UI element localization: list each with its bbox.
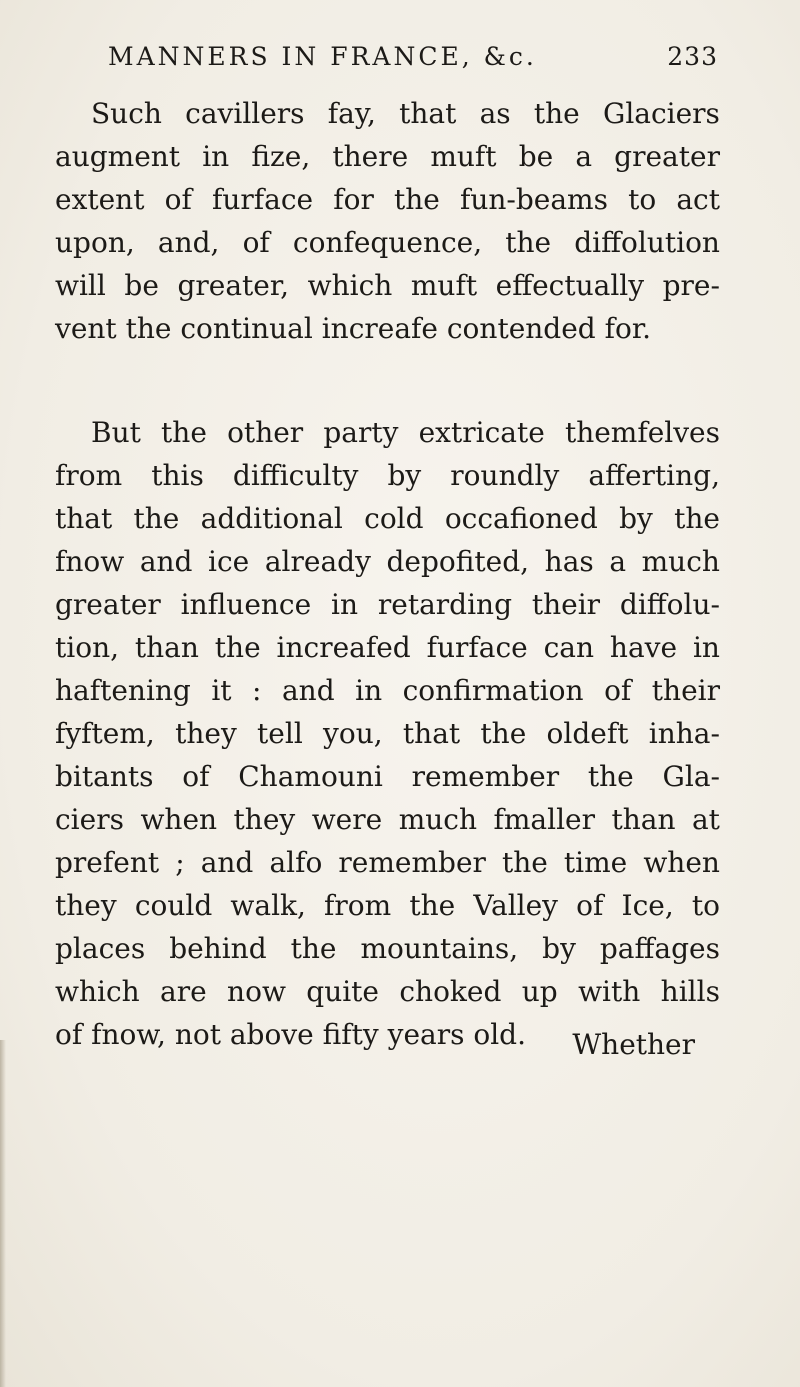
word: the xyxy=(290,932,337,965)
text-line xyxy=(55,264,720,307)
word: furface xyxy=(426,631,528,664)
word: cold xyxy=(364,502,424,535)
word: the xyxy=(533,97,580,130)
word: the xyxy=(587,760,634,793)
word: remember xyxy=(338,846,486,879)
word: furface xyxy=(211,183,314,216)
word: greater xyxy=(614,140,720,173)
word: from xyxy=(55,459,123,492)
word: and xyxy=(281,674,335,707)
word: diffolution xyxy=(574,226,720,259)
word: a xyxy=(575,140,593,173)
word: now xyxy=(227,975,286,1008)
text-line xyxy=(55,669,720,712)
word: the xyxy=(214,631,261,664)
word: effectually xyxy=(495,269,645,302)
body-text xyxy=(55,92,720,1056)
word: behind xyxy=(169,932,267,965)
text-line xyxy=(55,841,720,884)
text-line xyxy=(55,712,720,755)
word: the xyxy=(409,889,456,922)
word: alfo xyxy=(269,846,323,879)
word: difficulty xyxy=(232,459,359,492)
word: fay, xyxy=(327,97,376,130)
text-line xyxy=(55,583,720,626)
text-line xyxy=(55,970,720,1013)
word: of xyxy=(604,674,632,707)
page-header xyxy=(108,42,718,82)
word: quite xyxy=(306,975,379,1008)
word: were xyxy=(311,803,383,836)
word: act xyxy=(676,183,720,216)
word: hills xyxy=(660,975,720,1008)
word: retarding xyxy=(377,588,512,621)
word: haftening xyxy=(55,674,191,707)
word: that xyxy=(399,97,457,130)
word: there xyxy=(332,140,409,173)
word: and xyxy=(200,846,254,879)
word: at xyxy=(691,803,720,836)
word: the xyxy=(501,846,548,879)
line-text: of fnow, not above fifty years old. xyxy=(55,1018,527,1051)
word: when xyxy=(140,803,218,836)
paragraph-2 xyxy=(55,411,720,1056)
word: fize, xyxy=(251,140,311,173)
word: fmaller xyxy=(493,803,595,836)
word: confirmation xyxy=(402,674,584,707)
word: remember xyxy=(411,760,560,793)
word: prefent xyxy=(55,846,160,879)
word: that xyxy=(402,717,461,750)
text-line xyxy=(55,927,720,970)
word: in xyxy=(202,140,230,173)
text-line xyxy=(55,307,720,350)
word: and xyxy=(139,545,193,578)
word: roundly xyxy=(450,459,560,492)
word: tion, xyxy=(55,631,119,664)
word: their xyxy=(651,674,720,707)
word: upon, xyxy=(55,226,135,259)
text-line xyxy=(55,497,720,540)
word: Glaciers xyxy=(602,97,720,130)
word: mountains, xyxy=(360,932,519,965)
word: of xyxy=(576,889,604,922)
word: as xyxy=(479,97,511,130)
line-text: vent the continual increafe contended for. xyxy=(55,312,652,345)
page-number: 233 xyxy=(667,42,718,71)
word: cavillers xyxy=(185,97,305,130)
word: Valley xyxy=(473,889,558,922)
word: their xyxy=(531,588,601,621)
word: than xyxy=(611,803,676,836)
word: from xyxy=(324,889,392,922)
word: But xyxy=(91,416,141,449)
word: places xyxy=(55,932,146,965)
word: that xyxy=(55,502,113,535)
word: greater, xyxy=(177,269,290,302)
word: diffolu- xyxy=(619,588,720,621)
word: the xyxy=(133,502,180,535)
word: in xyxy=(692,631,720,664)
word: by xyxy=(619,502,653,535)
word: paffages xyxy=(599,932,720,965)
word: have xyxy=(609,631,678,664)
text-line xyxy=(55,884,720,927)
word: much xyxy=(398,803,478,836)
text-line xyxy=(55,626,720,669)
word: are xyxy=(160,975,207,1008)
word: Such xyxy=(91,97,162,130)
word: will xyxy=(55,269,106,302)
word: oldeft xyxy=(546,717,629,750)
word: much xyxy=(641,545,720,578)
word: the xyxy=(505,226,552,259)
word: you, xyxy=(323,717,383,750)
text-line xyxy=(55,411,720,454)
word: to xyxy=(628,183,657,216)
word: by xyxy=(387,459,422,492)
word: Gla- xyxy=(662,760,720,793)
word: Chamouni xyxy=(238,760,383,793)
word: and, xyxy=(157,226,220,259)
word: extent xyxy=(55,183,145,216)
running-head: MANNERS IN FRANCE, &c. xyxy=(108,42,537,71)
word: confequence, xyxy=(292,226,483,259)
word: of xyxy=(182,760,210,793)
word: when xyxy=(643,846,720,879)
paragraph-1 xyxy=(55,92,720,350)
word: ; xyxy=(175,846,185,879)
word: they xyxy=(233,803,296,836)
word: of xyxy=(242,226,270,259)
word: fnow xyxy=(55,545,125,578)
word: pre- xyxy=(662,269,720,302)
word: the xyxy=(480,717,527,750)
word: walk, xyxy=(230,889,306,922)
binding-shadow xyxy=(0,1040,6,1387)
word: influence xyxy=(180,588,312,621)
text-line xyxy=(55,135,720,178)
word: ciers xyxy=(55,803,124,836)
word: greater xyxy=(55,588,161,621)
word: choked xyxy=(399,975,502,1008)
word: to xyxy=(691,889,720,922)
word: than xyxy=(134,631,199,664)
text-line xyxy=(55,540,720,583)
word: this xyxy=(151,459,204,492)
word: : xyxy=(252,674,262,707)
word: Ice, xyxy=(621,889,674,922)
text-line xyxy=(55,178,720,221)
word: afferting, xyxy=(588,459,720,492)
word: which xyxy=(307,269,393,302)
word: already xyxy=(264,545,371,578)
word: time xyxy=(563,846,628,879)
word: muft xyxy=(410,269,478,302)
word: bitants xyxy=(55,760,154,793)
word: additional xyxy=(200,502,343,535)
word: in xyxy=(331,588,359,621)
text-line xyxy=(55,454,720,497)
text-line xyxy=(55,755,720,798)
word: with xyxy=(578,975,641,1008)
word: which xyxy=(55,975,140,1008)
word: be xyxy=(518,140,554,173)
word: themfelves xyxy=(564,416,720,449)
word: be xyxy=(124,269,159,302)
word: they xyxy=(55,889,117,922)
word: muft xyxy=(430,140,497,173)
word: for xyxy=(333,183,374,216)
word: has xyxy=(544,545,594,578)
word: fyftem, xyxy=(55,717,155,750)
word: of xyxy=(164,183,192,216)
word: occafioned xyxy=(444,502,598,535)
word: the xyxy=(393,183,440,216)
word: tell xyxy=(257,717,303,750)
word: they xyxy=(175,717,237,750)
word: augment xyxy=(55,140,181,173)
word: depofited, xyxy=(386,545,530,578)
word: up xyxy=(521,975,558,1008)
word: extricate xyxy=(418,416,545,449)
word: can xyxy=(543,631,595,664)
word: other xyxy=(227,416,304,449)
word: a xyxy=(609,545,627,578)
paragraph-gap xyxy=(55,350,720,411)
catchword: Whether xyxy=(572,1028,695,1061)
text-line xyxy=(55,798,720,841)
word: party xyxy=(323,416,399,449)
text-line xyxy=(55,221,720,264)
word: the xyxy=(674,502,720,535)
word: in xyxy=(355,674,383,707)
word: it xyxy=(211,674,232,707)
word: inha- xyxy=(648,717,720,750)
word: increafed xyxy=(276,631,411,664)
word: could xyxy=(134,889,213,922)
word: ice xyxy=(208,545,250,578)
word: by xyxy=(542,932,576,965)
word: fun-beams xyxy=(459,183,608,216)
text-line xyxy=(55,92,720,135)
word: the xyxy=(161,416,207,449)
